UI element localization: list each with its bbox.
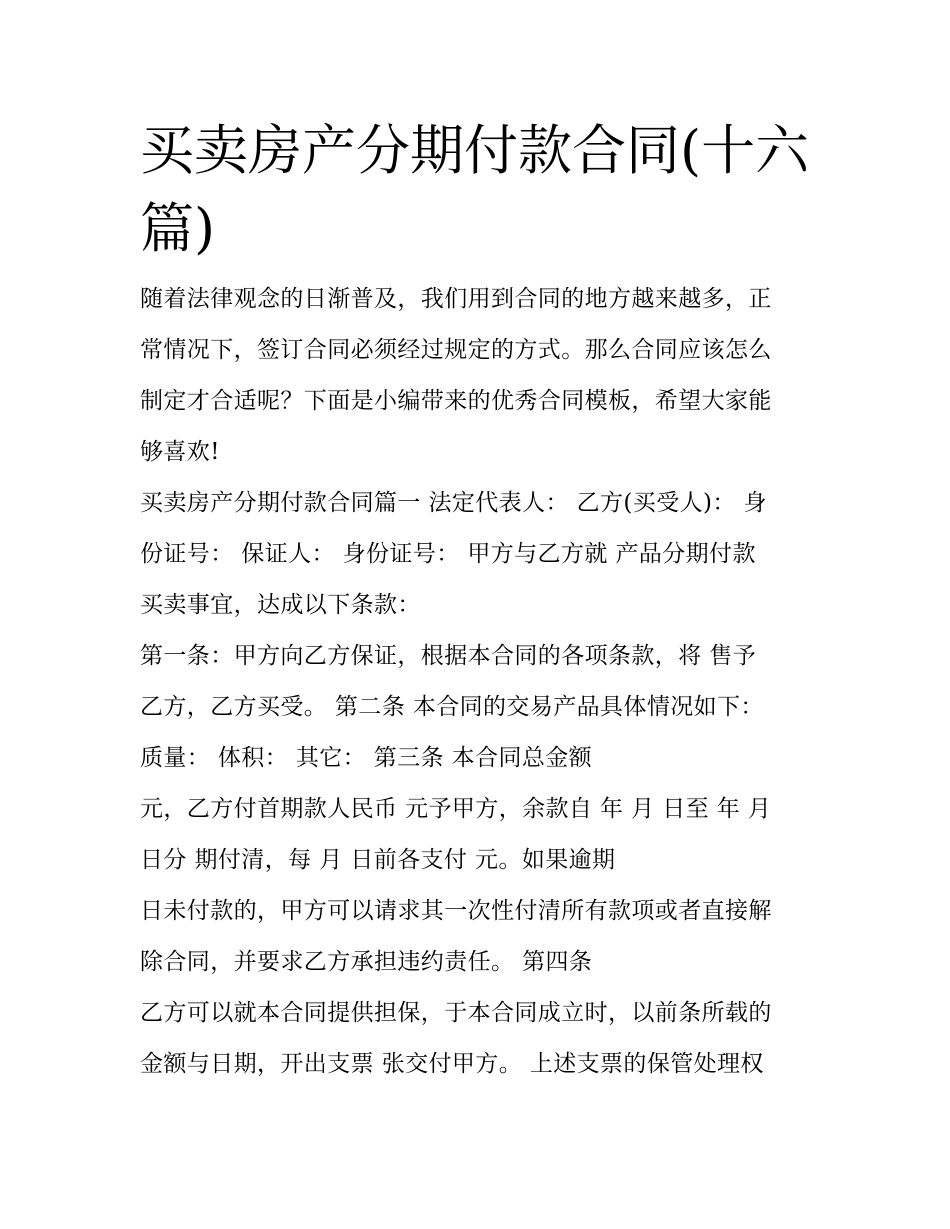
body-line: 买卖事宜，达成以下条款： (140, 592, 421, 618)
body-line: 质量： 体积： 其它： 第三条 本合同总金额 (140, 745, 593, 771)
body-line: 金额与日期，开出支票 张交付甲方。 上述支票的保管处理权 (140, 1051, 764, 1077)
body-line: 乙方，乙方买受。 第二条 本合同的交易产品具体情况如下： (140, 694, 764, 720)
body-line: 随着法律观念的日渐普及，我们用到合同的地方越来越多，正 (140, 286, 772, 312)
body-line: 够喜欢! (140, 439, 220, 465)
body-line: 第一条：甲方向乙方保证，根据本合同的各项条款，将 售予 (140, 643, 757, 669)
body-line: 买卖房产分期付款合同篇一 法定代表人： 乙方(买受人)： 身 (140, 490, 767, 516)
body-line: 元，乙方付首期款人民币 元予甲方，余款自 年 月 日至 年 月 (140, 796, 772, 822)
body-line: 日未付款的，甲方可以请求其一次性付清所有款项或者直接解 (140, 898, 772, 924)
document-body (140, 274, 830, 1090)
document-title: 买卖房产分期付款合同(十六篇) (140, 119, 810, 260)
body-line: 除合同，并要求乙方承担违约责任。 第四条 (140, 949, 593, 975)
body-line: 日分 期付清，每 月 日前各支付 元。如果逾期 (140, 847, 616, 873)
body-line: 常情况下，签订合同必须经过规定的方式。那么合同应该怎么 (140, 337, 772, 363)
body-line: 份证号： 保证人： 身份证号： 甲方与乙方就 产品分期付款 (140, 541, 756, 567)
body-line: 乙方可以就本合同提供担保，于本合同成立时，以前条所载的 (140, 1000, 772, 1026)
body-line: 制定才合适呢？下面是小编带来的优秀合同模板，希望大家能 (140, 388, 772, 414)
